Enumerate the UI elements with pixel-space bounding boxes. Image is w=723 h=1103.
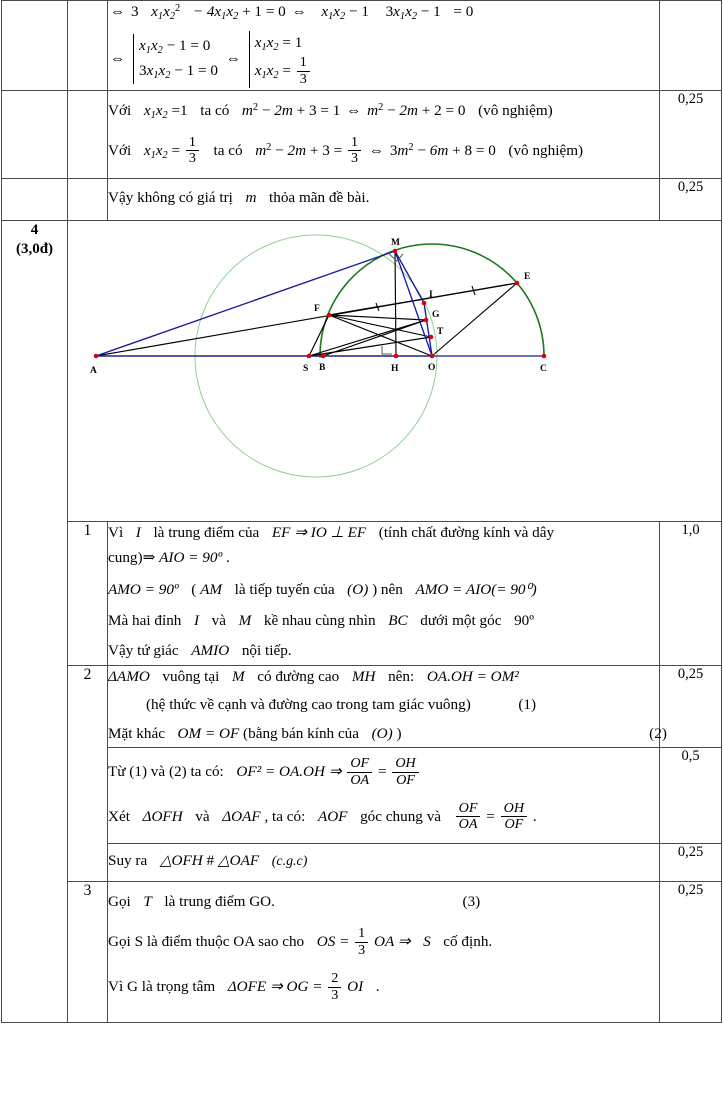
label-O: O [428, 363, 436, 374]
cell-sub-3-body [108, 881, 660, 1022]
fraction-denominator: OF [392, 772, 418, 789]
sub1-noitiep: nội tiếp. [241, 642, 292, 660]
voi-product-2: $x_1x_2$ = $\frac{1}{3}$ [144, 142, 205, 159]
cell-points-sub2b [660, 748, 722, 843]
sub3-trungdiem-GO: là trung điểm GO. [164, 892, 275, 910]
factor-2: $3x_1x_2 - 1$ [385, 3, 441, 23]
voi-eq-1: $m^2 - 2m + 3 = 1$ ⇔ $m^2 - 2m + 2 = 0$ [241, 101, 466, 119]
points-value: 1,0 [681, 522, 700, 539]
points-value: 0,25 [677, 666, 704, 683]
fraction-numerator: OH [503, 799, 525, 816]
system-braces-2 [249, 31, 312, 88]
sub2b-tacó: , ta có: [264, 807, 306, 825]
sub1-cung-implies: cung)⇒ [108, 548, 156, 566]
table-row-equations [2, 1, 722, 91]
label-H: H [391, 364, 399, 375]
label-B: B [319, 363, 326, 374]
sub2b-tri-OAF: ΔOAF [222, 807, 261, 825]
sub3-OA-implies: OA ⇒ [374, 933, 411, 951]
fraction-numerator: 1 [299, 54, 307, 71]
sub-number: 2 [83, 666, 92, 684]
sub2a-circle-O: (O) [371, 724, 393, 742]
point-B [321, 354, 326, 359]
sub1-line-1 [108, 522, 659, 545]
fraction-numerator: 1 [358, 925, 366, 942]
voi-product-1: $x_1x_2 =1$ [143, 101, 188, 121]
fraction-denominator: OF [501, 816, 527, 833]
sub3-OI: OI [347, 978, 364, 996]
answer-table [1, 0, 722, 1023]
sub1-BC: BC [388, 612, 408, 630]
points-value: 0,25 [677, 843, 704, 860]
sub2c-tri-OAF: △OAF [217, 851, 260, 869]
cell-points-vay [660, 179, 722, 221]
cell-subno-empty-2 [68, 90, 108, 179]
fraction-denominator: 3 [355, 942, 368, 959]
sub1-90deg: 90º [514, 612, 534, 630]
point-C [542, 354, 547, 359]
equation-tail: = 0 [453, 3, 474, 21]
table-row-q4-sub1 [2, 522, 722, 666]
cell-points-voi [660, 90, 722, 179]
fraction-OH-OF [392, 756, 418, 788]
iff-symbol-4: ⇔ [225, 49, 241, 67]
sub2b-line-1 [108, 756, 659, 788]
sub2b-va: và [195, 807, 210, 825]
question-score: (3,0đ) [15, 240, 54, 257]
cell-points-empty [660, 1, 722, 91]
fraction-OF-OA-2 [456, 801, 481, 833]
point-O [430, 354, 435, 359]
sub1-ma-hai-dinh: Mà hai đỉnh [108, 612, 182, 630]
sub1-point-I: I [135, 524, 141, 542]
sub1-duoi-goc: dưới một góc [420, 612, 502, 630]
cell-points-sub1 [660, 522, 722, 666]
iff-symbol-3: ⇔ [110, 49, 126, 67]
fraction-denominator: 3 [186, 150, 199, 167]
label-T: T [437, 327, 444, 338]
table-row-q4-sub2a [2, 666, 722, 748]
fraction-numerator: OF [350, 755, 370, 772]
cell-equation-block [108, 1, 660, 91]
sub2b-gocchung: góc chung và [360, 807, 442, 825]
cell-sub-2a-body [108, 666, 667, 748]
points-value: 0,25 [677, 881, 704, 898]
sub1-line-4 [108, 610, 659, 633]
point-E [515, 281, 520, 286]
fraction-one-third-a [297, 55, 310, 87]
sub3-point-S: S [423, 933, 431, 951]
fraction-denominator: 3 [348, 150, 361, 167]
vay-line [108, 187, 659, 210]
sub3-goi: Gọi [108, 892, 131, 910]
system-row-1b: $3x_1x_2 - 1 = 0$ [138, 62, 218, 81]
sub2a-triangle-AMO: ΔAMO [108, 668, 150, 686]
equation-line-1 [108, 1, 659, 25]
cell-sub-3-number [68, 881, 108, 1022]
sub1-perp-relation: EF ⇒ IO ⊥ EF [271, 524, 367, 542]
sub2b-equals: = [377, 763, 387, 781]
cell-subno-empty-3 [68, 179, 108, 221]
point-F [327, 313, 332, 318]
line-S-G [309, 320, 426, 356]
sub-number: 1 [83, 522, 92, 540]
sub1-period: . [225, 548, 230, 566]
cell-question-number-empty [2, 1, 68, 91]
sub3-tri-OFE: ΔOFE ⇒ OG = [227, 978, 323, 996]
sub2b-period: . [532, 807, 537, 825]
lower-half-mask [68, 358, 687, 520]
sub1-circle-O: (O) [347, 580, 369, 598]
voi-tacó-2: ta có [213, 142, 243, 160]
cell-sub-1-body [108, 522, 660, 666]
cell-figure [68, 221, 722, 522]
iff-symbol-2: ⇔ [291, 3, 307, 21]
sub1-vertex-I: I [194, 612, 200, 630]
fraction-one-third-d [355, 926, 368, 958]
sub2c-similar-symbol: # [206, 851, 215, 869]
system-row-1a: $x_1x_2 - 1 = 0$ [138, 37, 211, 57]
fraction-one-third-b [186, 135, 199, 167]
system-row-2a: $x_1x_2 = 1$ [254, 33, 303, 53]
equation-line-2 [108, 31, 659, 88]
sub2a-bankinh: (bằng bán kính của [243, 724, 360, 742]
sub2c-tri-OFH: △OFH [159, 851, 203, 869]
line-F-E [329, 283, 517, 315]
point-S [307, 354, 312, 359]
line-A-M [96, 251, 395, 356]
sub1-line-2 [108, 547, 659, 570]
sub2a-ref-1: (1) [518, 695, 537, 713]
fraction-one-third-c [348, 135, 361, 167]
sub2b-tri-OFH: ΔOFH [142, 807, 183, 825]
sub2a-MH: MH [351, 668, 376, 686]
system-braces-1 [133, 34, 218, 84]
vay-variable-m: m [245, 189, 257, 207]
point-labels [90, 238, 547, 376]
table-row-voi [2, 90, 722, 179]
line-F-S [309, 315, 329, 356]
sub1-va: và [211, 612, 226, 630]
voi-line-2 [108, 135, 659, 167]
sub1-line-3 [108, 579, 659, 602]
fraction-denominator: 3 [328, 987, 341, 1004]
fraction-numerator: 1 [350, 134, 359, 151]
points-value: 0,5 [681, 748, 700, 765]
sub3-goi-S: Gọi S là điểm thuộc OA sao cho [108, 933, 305, 951]
sub1-line-5 [108, 640, 659, 663]
sub-number: 3 [83, 881, 92, 899]
exponent-2: 2 [175, 3, 181, 14]
cell-points-sub3 [660, 881, 722, 1022]
question-number: 4 [30, 222, 39, 239]
label-F: F [314, 304, 320, 315]
table-row-q4-sub2b [2, 748, 722, 843]
sub2c-cgc: (c.g.c) [271, 853, 308, 869]
sub2a-vuong-tai: vuông tại [162, 668, 220, 686]
sub1-property-text: (tính chất đường kính và dây [378, 524, 555, 542]
sub2a-OM-OF: OM = OF [177, 724, 240, 742]
sub2c-suyra: Suy ra [108, 851, 148, 869]
sub1-quad-AMIO: AMIO [191, 642, 230, 660]
label-G: G [432, 310, 440, 321]
sub1-vay-tugiac: Vậy tứ giác [108, 642, 179, 660]
coefficient-3: 3 [130, 3, 139, 21]
table-row-figure [2, 221, 722, 522]
sub3-codinh: cố định. [443, 933, 493, 951]
sub1-vertex-M: M [238, 612, 252, 630]
sub3-ref-3: (3) [462, 892, 481, 910]
label-S: S [303, 364, 309, 375]
point-T [429, 335, 434, 340]
table-row-vay [2, 179, 722, 221]
point-markers [94, 249, 547, 359]
sub2b-xet: Xét [108, 807, 130, 825]
cell-vay-block [108, 179, 660, 221]
voi-line-1 [108, 100, 659, 124]
fraction-numerator: 2 [331, 970, 339, 987]
sub2a-relation: OA.OH = OM² [426, 668, 519, 686]
sub1-tangent-text: là tiếp tuyến của [234, 580, 335, 598]
sub2a-line-2 [108, 694, 659, 717]
sub3-vi-G-trongtam: Vì G là trọng tâm [108, 978, 216, 996]
sub2a-duongcao: có đường cao [257, 668, 340, 686]
sub1-midpoint-text: là trung điểm của [153, 524, 260, 542]
fraction-OF-OA [347, 756, 372, 788]
sub2a-ref-2: (2) [649, 724, 667, 742]
fraction-denominator: OA [456, 816, 481, 833]
sub2c-line-1 [108, 850, 659, 873]
point-A [94, 354, 99, 359]
sub2b-OFsq: OF² = OA.OH ⇒ [236, 763, 342, 781]
cell-qno-empty-3 [2, 179, 68, 221]
sub1-AM: AM [200, 580, 223, 598]
voi-novn-2: (vô nghiệm) [508, 142, 584, 160]
geometry-svg [68, 221, 687, 519]
right-angle-H [382, 346, 392, 354]
sub2b-angle-AOF: AOF [317, 807, 348, 825]
points-value: 0,25 [677, 90, 704, 107]
vay-text-a: Vậy không có giá trị [108, 189, 233, 207]
table-row-q4-sub3 [2, 881, 722, 1022]
cell-qno-empty-2 [2, 90, 68, 179]
sub1-angle-AIO: AIO = 90º [159, 548, 223, 566]
cell-sub-1-number [68, 522, 108, 666]
label-E: E [524, 272, 531, 283]
fraction-denominator: OA [347, 772, 372, 789]
fraction-OH-OF-2 [501, 801, 527, 833]
cell-sub-number-empty [68, 1, 108, 91]
points-value: 0,25 [677, 179, 704, 196]
blue-line-group [96, 251, 544, 356]
voi-eq-2: $m^2 - 2m + 3$ = $\frac{1}{3}$ ⇔ $3m^2 - 6m + 8 = 0$ [255, 134, 496, 167]
fraction-numerator: OF [458, 799, 478, 816]
sub2b-line-2 [108, 801, 659, 833]
label-C: C [540, 364, 547, 375]
sub1-vi: Vì [108, 524, 124, 542]
cell-sub-2b-body [108, 748, 660, 843]
point-I [422, 301, 427, 306]
sub2b-equals-2: = [486, 807, 495, 825]
geometry-figure [68, 221, 721, 519]
cell-sub-2-number [68, 666, 108, 882]
label-I: I [429, 290, 433, 301]
vay-text-b: thỏa mãn đề bài. [269, 189, 370, 207]
black-line-group [96, 251, 517, 356]
equation-middle: − $4x_1x_2 + 1 = 0$ [192, 3, 286, 23]
sub1-paren-open: ( [191, 580, 197, 598]
sub2b-tu12: Từ (1) và (2) ta có: [108, 763, 224, 781]
cell-voi-block [108, 90, 660, 179]
point-G [424, 318, 429, 323]
line-F-G [329, 315, 426, 320]
system-row-2b: $x_1x_2$ = $\frac{1}{3}$ [255, 55, 312, 87]
sub3-line-2 [108, 926, 659, 958]
fraction-numerator: 1 [188, 134, 196, 151]
sub1-angle-AMO: AMO = 90º [108, 580, 179, 598]
line-M-H [395, 251, 396, 356]
voi-word-1: Với [108, 101, 132, 119]
sub1-nen: ) nên [372, 580, 403, 598]
voi-tacó-1: ta có [200, 101, 230, 119]
sub1-angle-equality: AMO = AIO(= 90⁰) [415, 580, 537, 598]
label-A: A [90, 366, 97, 377]
term-x1x2: $x_1x_2$ [151, 3, 176, 23]
sub2a-hethuc-text: (hệ thức về cạnh và đường cao trong tam giác vuông) [146, 695, 471, 713]
cell-question-4-number [2, 221, 68, 1023]
sub2a-paren-close: ) [396, 724, 402, 742]
sub2a-line-3 [108, 723, 667, 746]
sub2a-line-1 [108, 666, 659, 689]
voi-word-2: Với [108, 142, 132, 160]
point-M [393, 249, 398, 254]
table-row-q4-sub2c [2, 843, 722, 881]
sub3-point-T: T [143, 892, 152, 910]
voi-novn-1: (vô nghiệm) [478, 101, 553, 119]
fraction-numerator: OH [395, 755, 416, 772]
sub3-line-3 [108, 971, 659, 1003]
sub3-OS-equals: OS = [316, 933, 350, 951]
label-M: M [391, 238, 400, 249]
cell-points-sub2c [660, 843, 722, 881]
sub3-period: . [375, 978, 380, 996]
point-H [394, 354, 399, 359]
sub2a-M: M [231, 668, 245, 686]
sub2a-matkhac: Mặt khác [108, 724, 165, 742]
fraction-denominator: 3 [297, 71, 310, 88]
iff-symbol-1: ⇔ [110, 3, 126, 21]
cell-points-sub2a [660, 666, 722, 748]
sub3-line-1 [108, 891, 659, 914]
fraction-two-thirds [328, 971, 341, 1003]
sub1-kenhau: kề nhau cùng nhìn [263, 612, 376, 630]
cell-sub-2c-body [108, 843, 660, 881]
factor-1: $x_1x_2 - 1$ [321, 3, 369, 23]
sub2a-nen: nên: [388, 668, 415, 686]
